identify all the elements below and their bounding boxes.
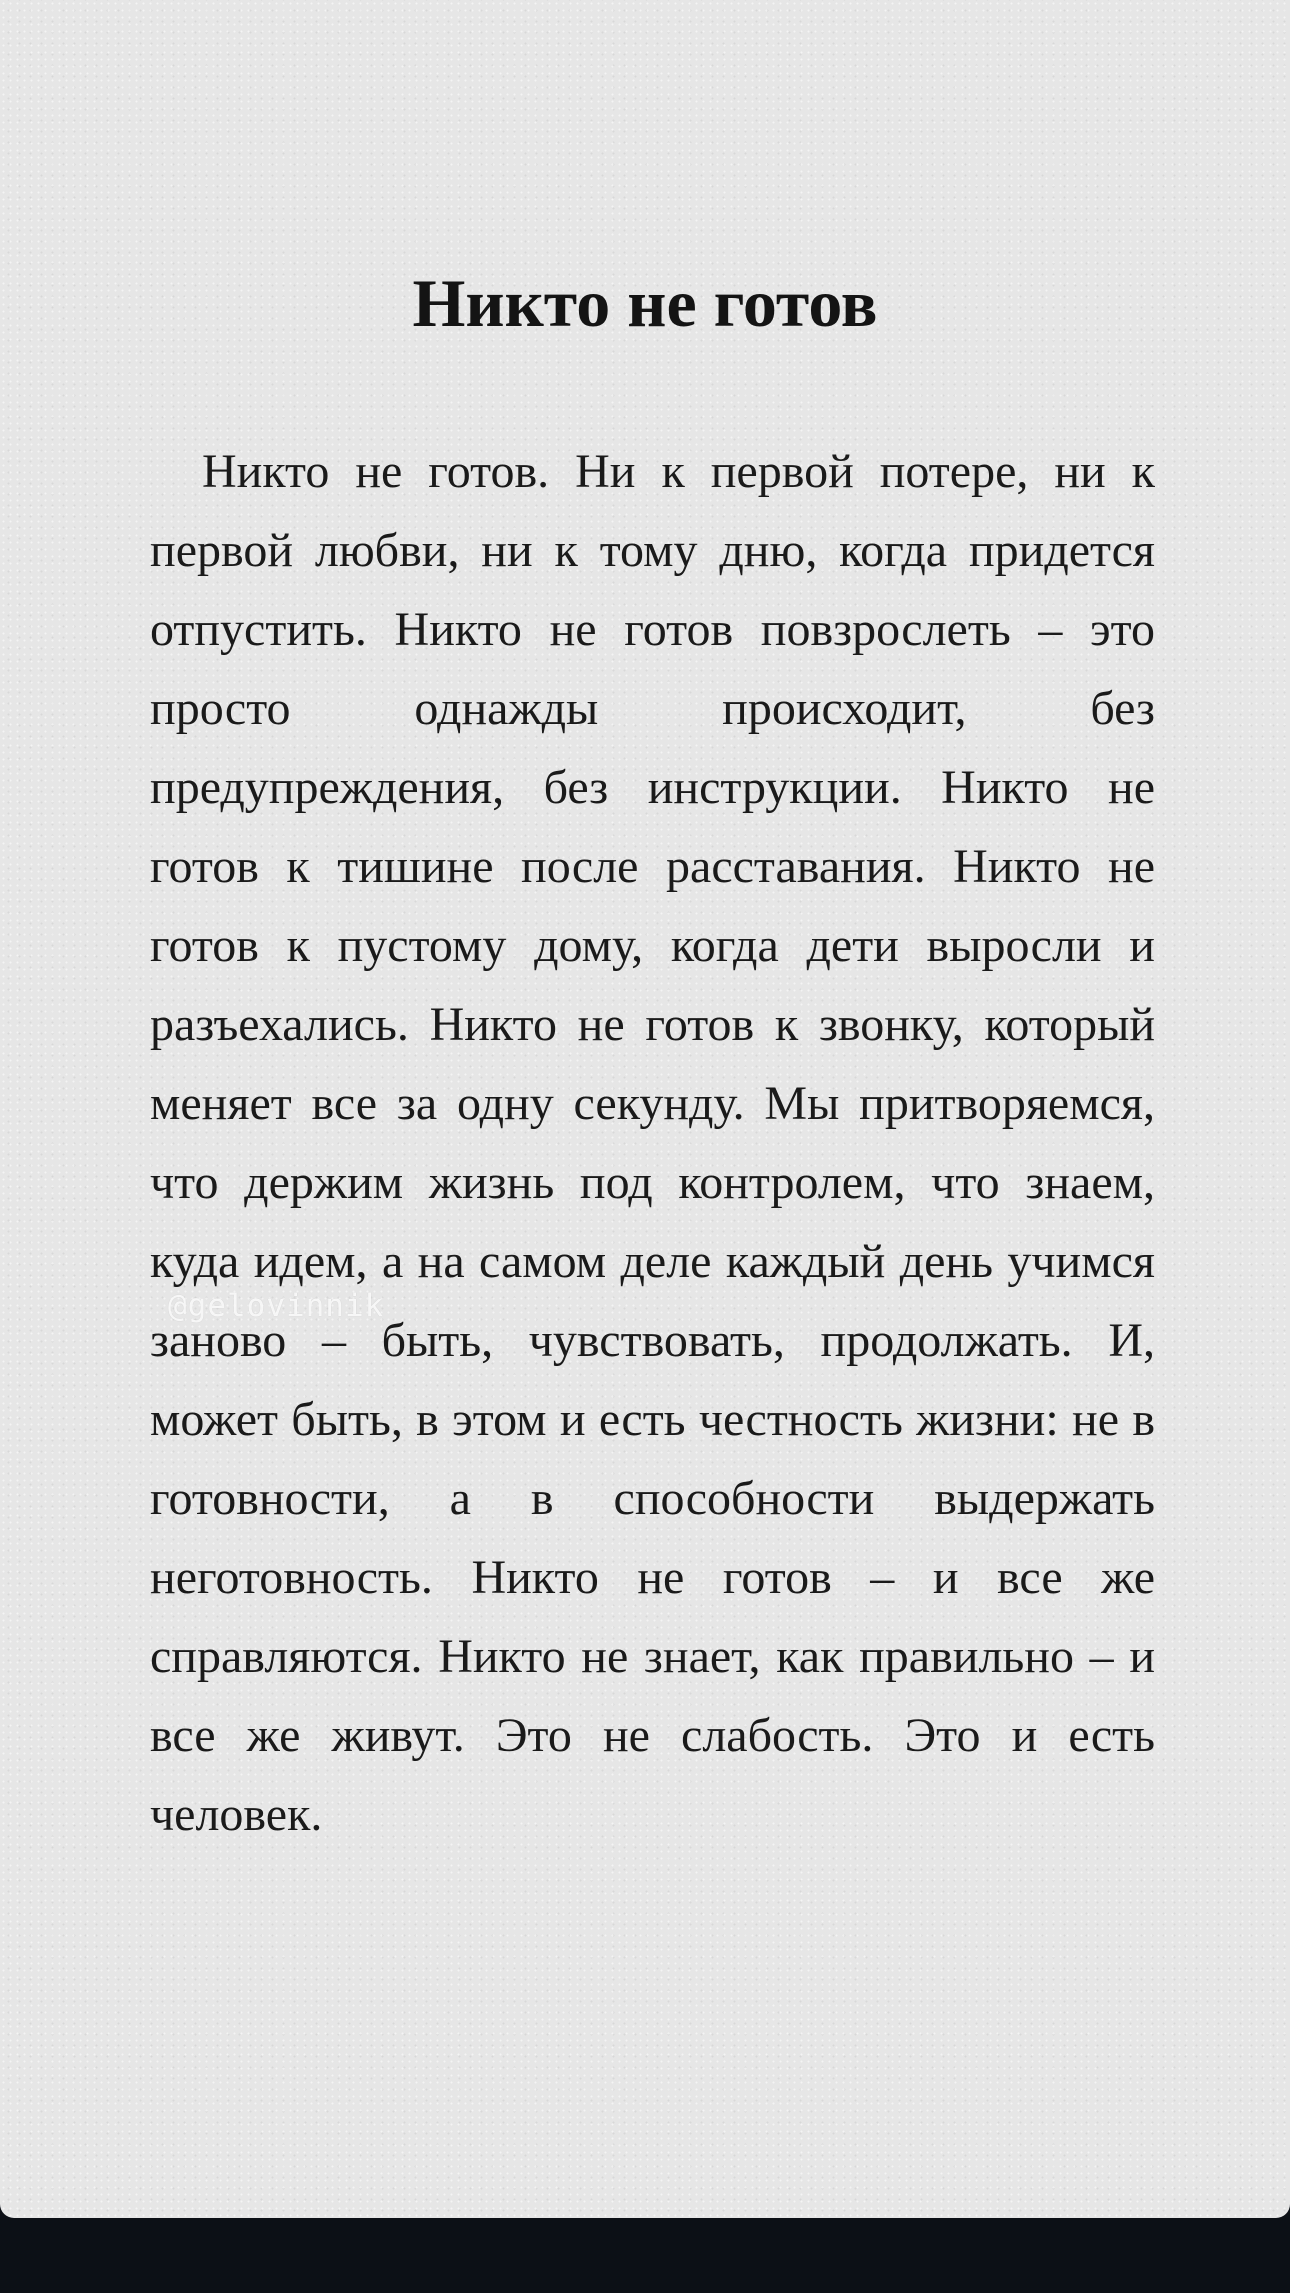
- watermark: @gelovinnik: [168, 1288, 385, 1324]
- post-title: Никто не готов: [412, 265, 878, 341]
- bottom-bar: [0, 2218, 1290, 2293]
- post-body-text: Никто не готов. Ни к первой потере, ни к первой любви, ни к тому дню, когда придется отпустить. Никто не готов повзрослеть – это просто однажды происходит, без предупреждения, без инструкции. Никто не готов к тишине после расставания. Никто не готов к пустому дому, когда дети выросли и разъехались. Никто не готов к звонку, который меняет все за одну секунду. Мы притворяемся, что держим жизнь под контролем, что знаем, куда идем, а на самом деле каждый день учимся заново – быть, чувствовать, продолжать. И, может быть, в этом и есть честность жизни: не в готовности, а в способности выдержать неготовность. Никто не готов – и все же справляются. Никто не знает, как правильно – и все же живут. Это не слабость. Это и есть человек.: [150, 445, 1155, 1841]
